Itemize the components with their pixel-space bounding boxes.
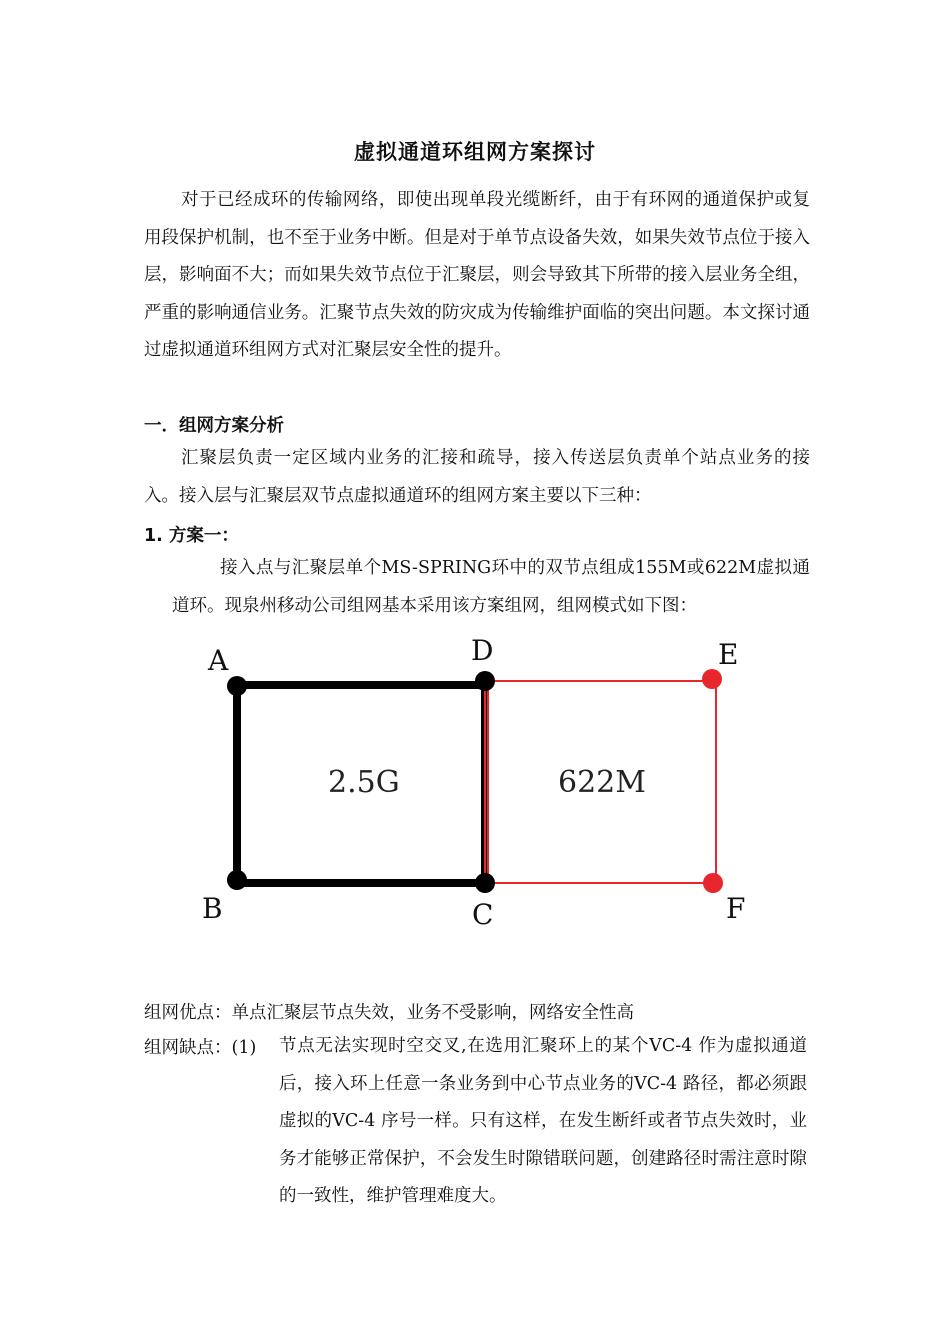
node-label-d: D — [471, 634, 494, 667]
node-b — [227, 870, 247, 890]
network-topology-diagram — [180, 630, 780, 940]
section-analysis-paragraph: 汇聚层负责一定区域内业务的汇接和疏导，接入传送层负责单个站点业务的接入。接入层与汇聚层双节点虚拟通道环的组网方案主要以下三种： — [144, 448, 810, 506]
cons-text: 节点无法实现时空交叉,在选用汇聚环上的某个VC-4 作为虚拟通道后，接入环上任意一条业务到中心节点业务的VC-4 路径，都必须跟虚拟的VC-4 序号一样。只有这样，在发生断纤或者节点失效时，业务才能够正常保护，不会发生时隙错联问题，创建路径时需注意时隙的一致性，维护管理难度大。 — [279, 1036, 807, 1206]
node-label-e: E — [718, 638, 739, 671]
node-f — [703, 873, 723, 893]
node-e — [702, 669, 722, 689]
node-a — [227, 676, 247, 696]
cons-label: 组网缺点：(1) — [144, 1038, 257, 1058]
pros-line: 组网优点：单点汇聚层节点失效，业务不受影响，网络安全性高 — [144, 1003, 634, 1023]
scheme-one-heading: 1. 方案一： — [144, 526, 239, 546]
node-d — [475, 671, 495, 691]
scheme-one-paragraph: 接入点与汇聚层单个MS-SPRING环中的双节点组成155M或622M虚拟通道环。现泉州移动公司组网基本采用该方案组网，组网模式如下图： — [172, 558, 810, 616]
node-label-f: F — [726, 892, 746, 925]
node-label-c: C — [472, 898, 494, 931]
node-label-a: A — [208, 644, 229, 677]
section-heading-analysis: 一．组网方案分析 — [144, 416, 284, 436]
node-c — [475, 873, 495, 893]
ring-label-2-5g: 2.5G — [328, 765, 400, 800]
node-label-b: B — [202, 892, 223, 925]
document-title: 虚拟通道环组网方案探讨 — [354, 140, 596, 164]
intro-paragraph: 对于已经成环的传输网络，即使出现单段光缆断纤，由于有环网的通道保护或复用段保护机制，也不至于业务中断。但是对于单节点设备失效，如果失效节点位于接入层，影响面不大；而如果失效节点位于汇聚层，则会导致其下所带的接入层业务全组，严重的影响通信业务。汇聚节点失效的防灾成为传输维护面临的突出问题。本文探讨通过虚拟通道环组网方式对汇聚层安全性的提升。 — [144, 190, 810, 360]
ring-label-622m: 622M — [558, 765, 646, 800]
